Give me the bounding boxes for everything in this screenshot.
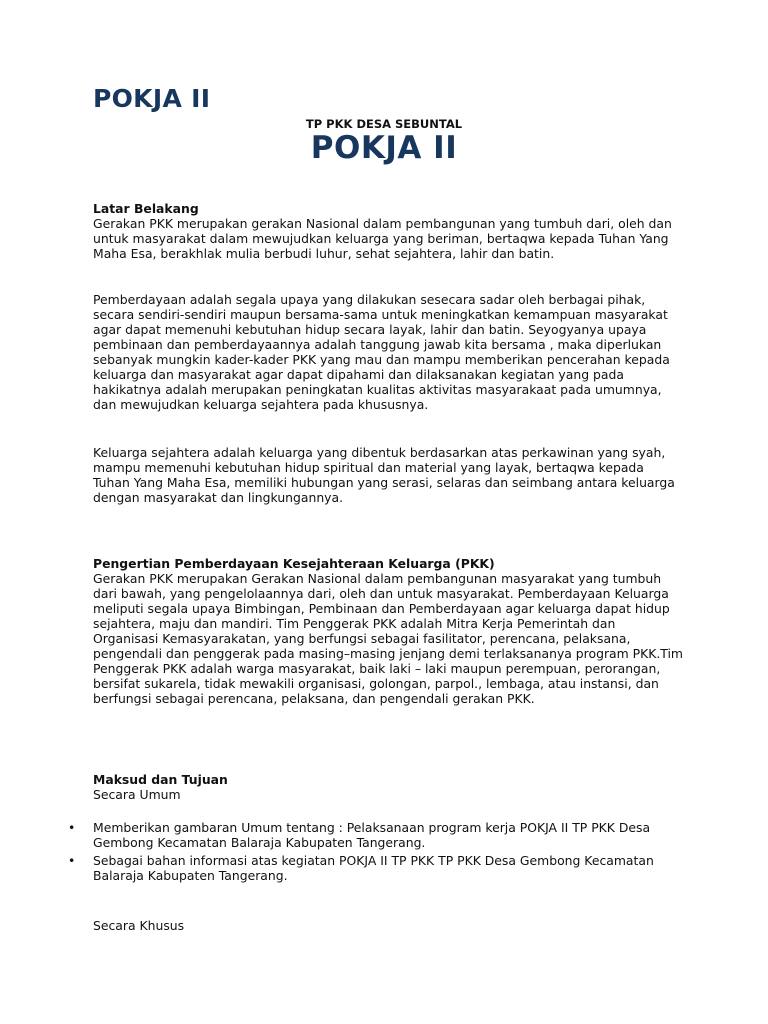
section-latar-paragraph-2: [93, 292, 683, 412]
section-heading: Latar Belakang: [93, 201, 199, 216]
section-pengertian: [93, 556, 683, 706]
section-latar-paragraph-3: [93, 445, 683, 505]
paragraph: Gerakan PKK merupakan gerakan Nasional dalam pembangunan yang tumbuh dari, oleh dan untuk masyarakat dalam mewujudkan keluarga yang beriman, bertaqwa kepada Tuhan Yang Maha Esa, berakhlak mulia berbudi luhur, sehat sejahtera, lahir dan batin.: [93, 216, 672, 261]
list-item-text: Memberikan gambaran Umum tentang : Pelaksanaan program kerja POKJA II TP PKK Desa Gembong Kecamatan Balaraja Kabupaten Tangerang.: [93, 820, 651, 850]
subheading-umum: Secara Umum: [93, 787, 181, 802]
bullet-icon: •: [68, 853, 76, 868]
section-heading: Pengertian Pemberdayaan Kesejahteraan Keluarga (PKK): [93, 556, 495, 571]
section-latar-belakang: [93, 201, 683, 261]
document-subtitle: TP PKK DESA SEBUNTAL: [305, 117, 463, 131]
section-khusus: [93, 918, 683, 933]
paragraph: Pemberdayaan adalah segala upaya yang dilakukan sesecara sadar oleh berbagai pihak, secara sendiri-sendiri maupun bersama-sama untuk meningkatkan kemampuan masyarakat agar dapat memenuhi kebutuhan hidup secara layak, lahir dan batin. Seyogyanya upaya pembinaan dan pemberdayaannya adalah tanggung jawab kita bersama , maka diperlukan sebanyak mungkin kader-kader PKK yang mau dan mampu memberikan pencerahan kepada keluarga dan masyarakat agar dapat dipahami dan dilaksanakan kegiatan yang pada hakikatnya adalah merupakan peningkatan kualitas aktivitas masyarakaat pada umumnya, dan mewujudkan keluarga sejahtera pada khususnya.: [93, 292, 670, 412]
section-heading: Maksud dan Tujuan: [93, 772, 228, 787]
paragraph: Keluarga sejahtera adalah keluarga yang dibentuk berdasarkan atas perkawinan yang syah, mampu memenuhi kebutuhan hidup spiritual dan material yang layak, bertaqwa kepada Tuhan Yang Maha Esa, memiliki hubungan yang serasi, selaras dan seimbang antara keluarga dengan masyarakat dan lingkungannya.: [93, 445, 675, 505]
list-item: [68, 820, 683, 850]
section-maksud: [93, 772, 683, 802]
objectives-list: [68, 820, 683, 886]
document-title: POKJA II: [93, 84, 211, 113]
list-item: [68, 853, 683, 883]
main-title: POKJA II: [310, 130, 458, 166]
bullet-icon: •: [68, 820, 76, 835]
list-item-text: Sebagai bahan informasi atas kegiatan POKJA II TP PKK TP PKK Desa Gembong Kecamatan Balaraja Kabupaten Tangerang.: [93, 853, 654, 883]
subheading-khusus: Secara Khusus: [93, 918, 185, 933]
paragraph: Gerakan PKK merupakan Gerakan Nasional dalam pembangunan masyarakat yang tumbuh dari bawah, yang pengelolaannya dari, oleh dan untuk masyarakat. Pemberdayaan Keluarga meliputi segala upaya Bimbingan, Pembinaan dan Pemberdayaan agar keluarga dapat hidup sejahtera, maju dan mandiri. Tim Penggerak PKK adalah Mitra Kerja Pemerintah dan Organisasi Kemasyarakatan, yang berfungsi sebagai fasilitator, perencana, pelaksana, pengendali dan penggerak pada masing–masing jenjang demi terlaksananya program PKK.Tim Penggerak PKK adalah warga masyarakat, baik laki – laki maupun perempuan, perorangan, bersifat sukarela, tidak mewakili organisasi, golongan, parpol., lembaga, atau instansi, dan berfungsi sebagai perencana, pelaksana, dan pengendali gerakan PKK.: [93, 571, 683, 706]
